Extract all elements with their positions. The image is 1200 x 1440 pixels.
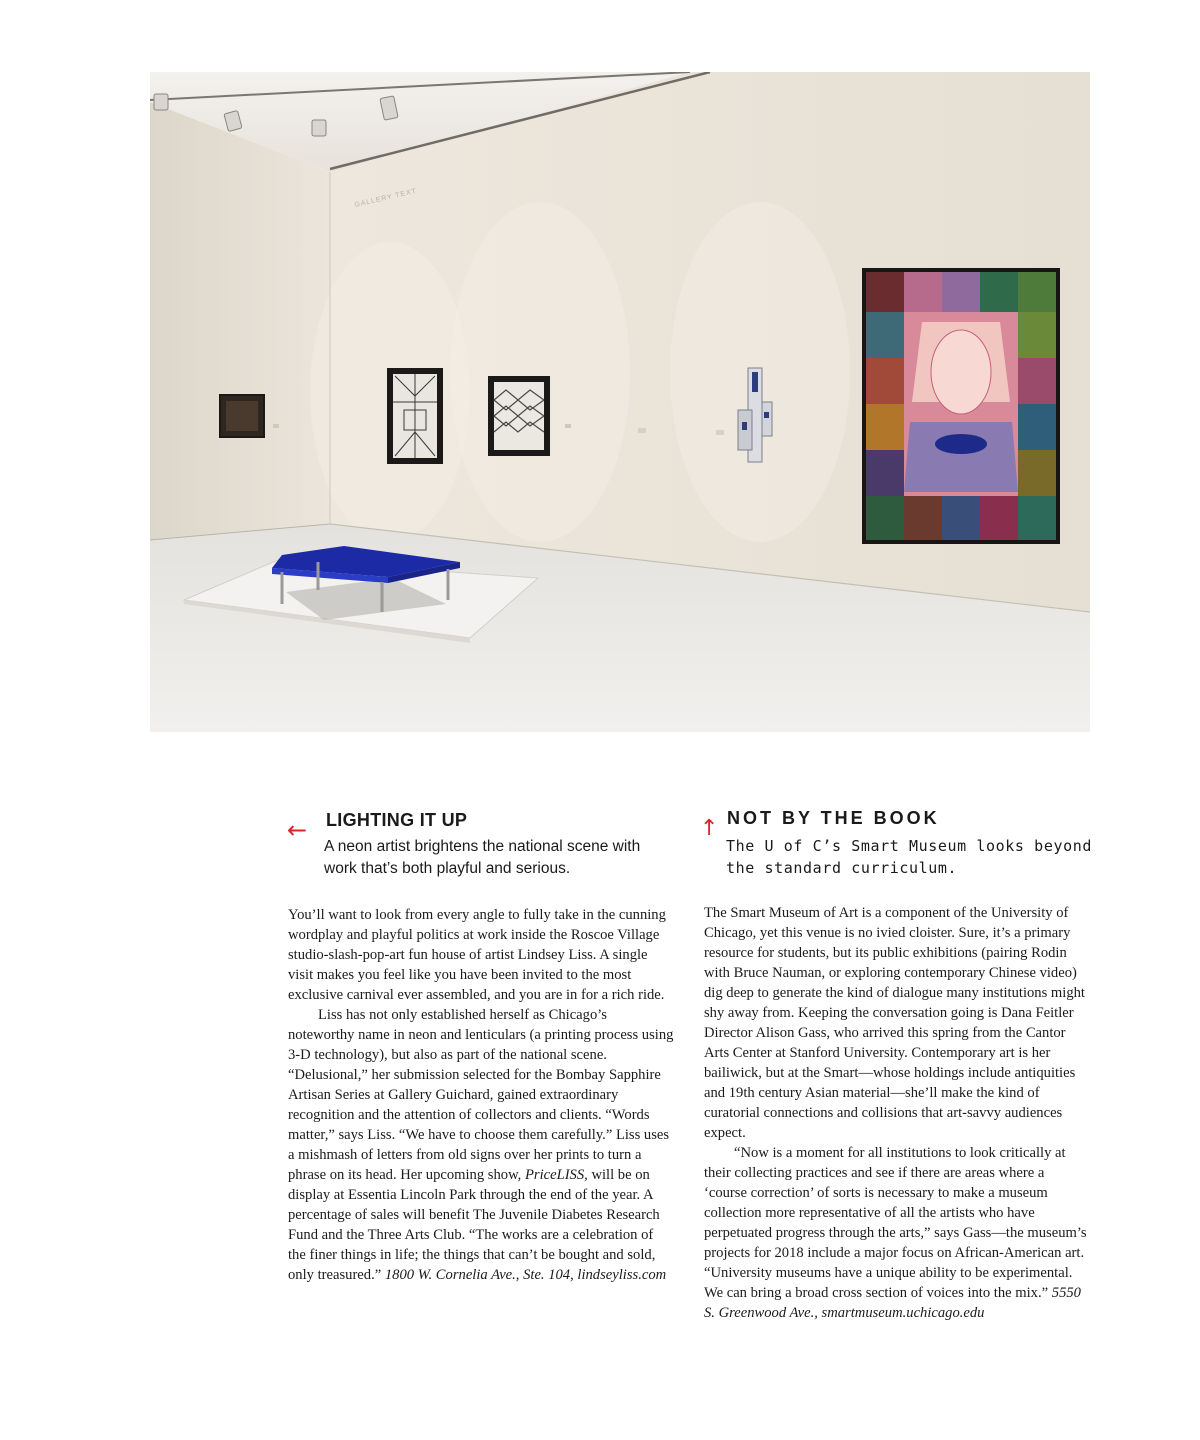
- left-story-paragraph-2: [288, 1005, 674, 1285]
- arrow-up-icon: ↑: [700, 816, 719, 841]
- show-title: PriceLISS: [524, 1167, 585, 1183]
- left-story-paragraph-2-text: Liss has not only established herself as Chicago’s noteworthy name in neon and lenticulars (a printing process using 3-D technology), but also as part of the national scene. “Delusional,” her submission selected for the Bombay Sapphire Artisan Series at Gallery Guichard, gained extraordinary recognition and the attention of collectors and clients. “Words matter,” says Liss. “We have to choose them carefully.” Liss uses a mishmash of letters from old signs over her prints to turn a phrase on its head. Her upcoming show,: [288, 1007, 674, 1183]
- arrow-left-icon: ←: [287, 816, 308, 844]
- left-story-paragraph-1: You’ll want to look from every angle to fully take in the cunning wordplay and playful politics at work inside the Roscoe Village studio-slash-pop-art fun house of artist Lindsey Liss. A single visit makes you feel like you have been invited to the most exclusive carnival ever assembled, and you are in for a rich ride.: [288, 907, 666, 1003]
- left-story-subheading: A neon artist brightens the national scene with work that’s both playful and serious.: [324, 838, 641, 877]
- right-story-paragraph-2: [704, 1143, 1090, 1323]
- right-story-address: 5550 S. Greenwood Ave., smartmuseum.uchicago.edu: [704, 1285, 1081, 1321]
- right-story-body: [704, 903, 1090, 1323]
- left-story-paragraph-2-text-b: , will be on display at Essentia Lincoln Park through the end of the year. A percentage of sales will benefit The Juvenile Diabetes Research Fund and the Three Arts Club. “The works are a celebration of the finer things in life; the things that can’t be bought and sold, only treasured.”: [288, 1167, 660, 1283]
- left-story-body: [288, 905, 674, 1285]
- right-story-heading: NOT BY THE BOOK: [727, 808, 940, 828]
- right-story-subheading: The U of C’s Smart Museum looks beyond the standard curriculum.: [726, 837, 1092, 877]
- gallery-photo: [150, 72, 1090, 732]
- svg-text:GALLERY TEXT: GALLERY TEXT: [353, 187, 418, 209]
- right-story-paragraph-2-text: “Now is a moment for all institutions to look critically at their collecting practices and see if there are areas where a ‘course correction’ of sorts is necessary to make a museum collection more representative of all the artists who have perpetuated progress through the arts,” says Gass—the museum’s projects for 2018 include a major focus on African-American art. “University museums have a unique ability to be experimental. We can bring a broad cross section of voices into the mix.”: [704, 1145, 1087, 1301]
- left-story-heading: LIGHTING IT UP: [326, 810, 468, 830]
- left-story-address: 1800 W. Cornelia Ave., Ste. 104, lindseyliss.com: [384, 1267, 667, 1283]
- right-story-paragraph-1: The Smart Museum of Art is a component of the University of Chicago, yet this venue is no ivied cloister. Sure, it’s a primary resource for students, but its public exhibitions (pairing Rodin with Bruce Nauman, or exploring contemporary Chinese video) dig deep to generate the kind of dialogue many institutions might shy away from. Keeping the conversation going is Dana Feitler Director Alison Gass, who arrived this spring from the Cantor Arts Center at Stanford University. Contemporary art is her bailiwick, but at the Smart—whose holdings include antiquities and 19th century Asian material—she’ll make the kind of curatorial connections and collisions that art-savvy audiences expect.: [704, 905, 1085, 1141]
